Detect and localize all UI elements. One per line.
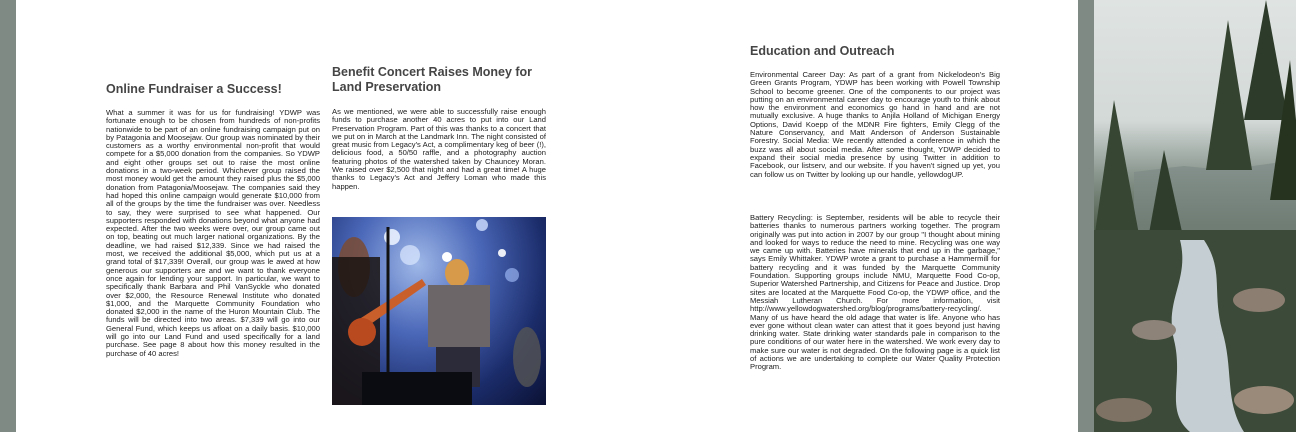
concert-article-text: As we mentioned, we were able to successfully raise enough funds to purchase another 40 acres to put into our Land Preservation Program. Part of this was thanks to a concert that we put on in March at the Landmark Inn. The night consisted of great music from Legacy's Act, a complimentary keg of beer (!), delicious food, a 50/50 raffle, and a photography auction featuring photos of the watershed taken by Chauncey Moran. We raised over $2,500 that night and had a great time! A huge thanks to Legacy's Act and Jeffery Loman who made this happen. <box>332 108 546 191</box>
forest-river-photo <box>1094 0 1296 432</box>
outreach-text-2: Battery Recycling: is September, residents will be able to recycle their batteries thanks to numerous partners working together. The program originally was put into action in 2007 by our group "I thought about mining and looked for ways to reduce the need to mine. Recycling was one way we came up with. Batteries have minerals that end up in the garbage," says Emily Whittaker. YDWP wrote a grant to purchase a Hammermill for battery recycling and it was funded by the Marquette Community Foundation. Supporting groups include NMU, Marquette Food Co-op, Superior Watershed Partnership, and Citizens for Peace and Justice. Drop sites are located at the Marquette Food Co-op, the YDWP office, and the Messiah Lutheran Church. For more information, visit http://www.yellowdogwatershed.org/blog/programs/battery-recycling/. Many of us have heard the old adage that water is life. Anyone who has ever gone without clean water can attest that it goes beyond just having drinking water. State drinking water standards pale in comparison to the pure conditions of our water here in the watershed. We work every day to make sure our water is not degraded. On the following page is a quick list of actions we are undertaking to complete our Water Quality Protection Program. <box>750 214 1000 372</box>
outreach-text-1: Environmental Career Day: As part of a grant from Nickelodeon's Big Green Grants Program, YDWP has been working with Powell Township School to become greener. One of the components to our project was putting on an environmental career day to encourage youth to think about how the environment and economics go hand in hand and are not mutually exclusive. A huge thanks to Anjila Holland of Michigan Energy Options, David Koepp of the MDNR Fire fighters, Emily Clegg of the Nature Conservancy, and Matt Anderson of Anderson Sustainable Forestry. Social Media: We recently attended a conference in which the buzz was all about social media. After some thought, YDWP decided to expand their social media presence by using Twitter in addition to Facebook, our listserv, and our website. If you haven't signed up yet, you can follow us on Twitter by looking up our handle, yellowdogUP. <box>750 71 1000 179</box>
fundraiser-article-text: What a summer it was for us for fundraising! YDWP was fortunate enough to be chosen from hundreds of non-profits nationwide to be part of an online fundraising campaign put on by Patagonia and Moosejaw. Our group was nominated by their customers as a worthy environmental non-profit that would compete for a $5,000 donation from the companies. So YDWP and eight other groups set out to raise the most online donations in a two-week period. Whichever group raised the most money would get the amount they raised plus the $5,000 donation from Patagonia/Moosejaw. The companies said they had hoped this online campaign would generate $10,000 from all of the groups by the time the fundraiser was over. Needless to say, they were surprised to see what happened. Our supporters responded with donations beyond what anyone had expected. After the two weeks were over, our group came out on top, beating out much larger national organizations. By the deadline, we had raised $12,339. Since we had raised the most, we received the additional $5,000, which put us at a grand total of $17,339! Overall, our group was le awed at how generous our supporters are and we want to thank everyone once again for lending your support. In particular, we want to specifically thank Barbara and Phil VanSyckle who donated over $2,000, the Resource Renewal Institute who donated $1,000, and the Marquette Community Foundation who donated $2,000 in the name of the Huron Mountain Club. The funds will be directed into two areas. $7,339 will go into our General Fund, which keeps us afloat on a daily basis. $10,000 will go into our Land Fund and used specifically for a land purchase. See page 8 about how this money resulted in the purchase of 40 acres! <box>106 109 320 358</box>
concert-photo <box>332 217 546 405</box>
fundraiser-heading: Online Fundraiser a Success! <box>106 82 282 96</box>
concert-heading: Benefit Concert Raises Money for Land Preservation <box>332 65 533 94</box>
outreach-heading: Education and Outreach <box>750 44 895 58</box>
